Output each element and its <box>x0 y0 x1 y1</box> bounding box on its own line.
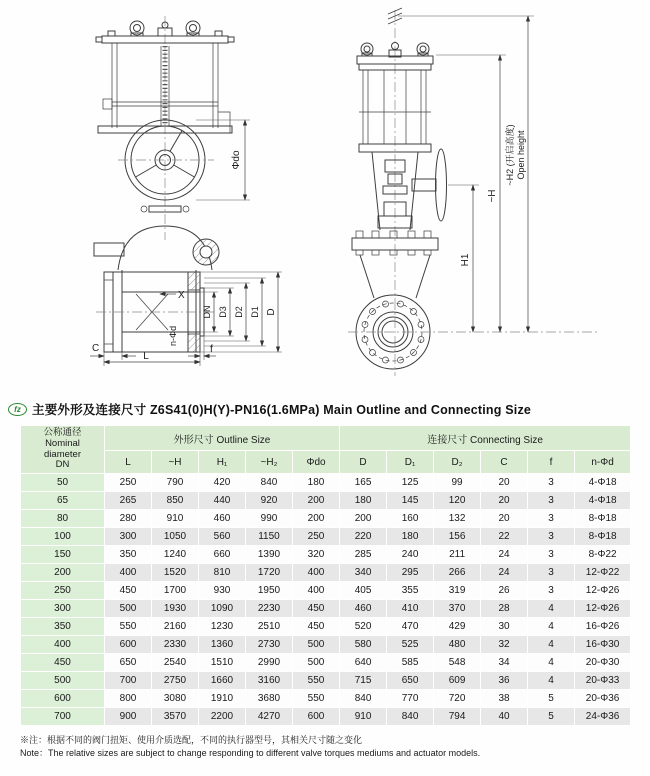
value-cell: 910 <box>340 708 387 726</box>
dn-cell: 100 <box>21 528 105 546</box>
value-cell: 1240 <box>152 546 199 564</box>
col-header-D2: D₂ <box>434 451 481 474</box>
value-cell: 3570 <box>152 708 199 726</box>
value-cell: 400 <box>293 582 340 600</box>
value-cell: 240 <box>387 546 434 564</box>
value-cell: 3080 <box>152 690 199 708</box>
value-cell: 1720 <box>246 564 293 582</box>
value-cell: 2330 <box>152 636 199 654</box>
value-cell: 585 <box>387 654 434 672</box>
col-header-D1: D₁ <box>387 451 434 474</box>
value-cell: 1390 <box>246 546 293 564</box>
table-row <box>21 564 631 582</box>
value-cell: 3160 <box>246 672 293 690</box>
value-cell: 794 <box>434 708 481 726</box>
value-cell: 1360 <box>199 636 246 654</box>
value-cell: 250 <box>105 474 152 492</box>
value-cell: 340 <box>340 564 387 582</box>
value-cell: 8-Φ18 <box>575 528 631 546</box>
col-header-Phido: Φdo <box>293 451 340 474</box>
table-row <box>21 510 631 528</box>
dim-label-d: D <box>266 308 277 316</box>
header-nominal-dn: DN <box>55 459 70 471</box>
table-row <box>21 582 631 600</box>
note-zh: ※注：根据不同的阀门扭矩、使用介质选配，不同的执行器型号，其相关尺寸随之变化 <box>20 735 363 745</box>
value-cell: 700 <box>105 672 152 690</box>
front-view-drawing <box>90 16 282 366</box>
value-cell: 3 <box>528 528 575 546</box>
value-cell: 1930 <box>152 600 199 618</box>
value-cell: 520 <box>340 618 387 636</box>
value-cell: 440 <box>199 492 246 510</box>
col-header-nPhid: n-Φd <box>575 451 631 474</box>
dn-cell: 500 <box>21 672 105 690</box>
value-cell: 420 <box>199 474 246 492</box>
value-cell: 3680 <box>246 690 293 708</box>
value-cell: 125 <box>387 474 434 492</box>
value-cell: 34 <box>481 654 528 672</box>
value-cell: 200 <box>293 510 340 528</box>
table-row <box>21 492 631 510</box>
table-row <box>21 690 631 708</box>
value-cell: 20 <box>481 510 528 528</box>
value-cell: 2160 <box>152 618 199 636</box>
value-cell: 8-Φ22 <box>575 546 631 564</box>
value-cell: 24-Φ36 <box>575 708 631 726</box>
value-cell: 1660 <box>199 672 246 690</box>
value-cell: 16-Φ30 <box>575 636 631 654</box>
value-cell: 500 <box>293 654 340 672</box>
value-cell: 3 <box>528 546 575 564</box>
value-cell: 840 <box>246 474 293 492</box>
value-cell: 400 <box>293 564 340 582</box>
value-cell: 480 <box>434 636 481 654</box>
col-header-D: D <box>340 451 387 474</box>
dn-cell: 700 <box>21 708 105 726</box>
dim-label-c: C <box>92 343 100 354</box>
value-cell: 2990 <box>246 654 293 672</box>
dim-label-n-phi-d: n-Φd <box>168 325 178 346</box>
value-cell: 24 <box>481 564 528 582</box>
value-cell: 500 <box>105 600 152 618</box>
value-cell: 266 <box>434 564 481 582</box>
value-cell: 265 <box>105 492 152 510</box>
value-cell: 405 <box>340 582 387 600</box>
value-cell: 320 <box>293 546 340 564</box>
value-cell: 4 <box>528 636 575 654</box>
dim-label-h2-en: Open height <box>516 130 526 180</box>
dim-label-phi-do: Φdo <box>231 150 242 170</box>
dn-cell: 150 <box>21 546 105 564</box>
value-cell: 429 <box>434 618 481 636</box>
dim-label-dn: DN <box>202 305 212 319</box>
value-cell: 609 <box>434 672 481 690</box>
dim-label-h: ~H <box>487 189 498 203</box>
value-cell: 145 <box>387 492 434 510</box>
value-cell: 450 <box>293 618 340 636</box>
dn-cell: 50 <box>21 474 105 492</box>
value-cell: 550 <box>105 618 152 636</box>
dn-cell: 250 <box>21 582 105 600</box>
value-cell: 20-Φ33 <box>575 672 631 690</box>
value-cell: 3 <box>528 510 575 528</box>
value-cell: 650 <box>105 654 152 672</box>
value-cell: 410 <box>387 600 434 618</box>
value-cell: 160 <box>387 510 434 528</box>
value-cell: 285 <box>340 546 387 564</box>
dn-cell: 600 <box>21 690 105 708</box>
value-cell: 5 <box>528 708 575 726</box>
value-cell: 180 <box>387 528 434 546</box>
value-cell: 910 <box>152 510 199 528</box>
value-cell: 280 <box>105 510 152 528</box>
spec-table-body <box>21 474 631 726</box>
value-cell: 38 <box>481 690 528 708</box>
header-nominal-en1: Nominal <box>45 437 80 449</box>
value-cell: 5 <box>528 690 575 708</box>
value-cell: 930 <box>199 582 246 600</box>
value-cell: 715 <box>340 672 387 690</box>
dim-label-f: f <box>210 344 213 355</box>
dim-label-h1: H1 <box>460 253 471 267</box>
section-title-row <box>8 400 650 418</box>
side-view-drawing <box>348 8 600 376</box>
value-cell: 3 <box>528 564 575 582</box>
dn-cell: 400 <box>21 636 105 654</box>
value-cell: 1050 <box>152 528 199 546</box>
dim-label-h2: ~H2 (开启高度) <box>505 124 515 186</box>
value-cell: 12-Φ26 <box>575 600 631 618</box>
value-cell: 165 <box>340 474 387 492</box>
value-cell: 180 <box>293 474 340 492</box>
value-cell: 20-Φ30 <box>575 654 631 672</box>
header-nominal-diameter <box>21 426 105 474</box>
header-nominal-en2: diameter <box>44 448 81 460</box>
dimension-table <box>20 425 631 726</box>
value-cell: 560 <box>199 528 246 546</box>
value-cell: 720 <box>434 690 481 708</box>
dn-cell: 350 <box>21 618 105 636</box>
value-cell: 8-Φ18 <box>575 510 631 528</box>
table-row <box>21 600 631 618</box>
value-cell: 3 <box>528 492 575 510</box>
value-cell: 1700 <box>152 582 199 600</box>
table-row <box>21 528 631 546</box>
value-cell: 840 <box>387 708 434 726</box>
value-cell: 1950 <box>246 582 293 600</box>
value-cell: 640 <box>340 654 387 672</box>
value-cell: 460 <box>199 510 246 528</box>
value-cell: 22 <box>481 528 528 546</box>
value-cell: 200 <box>293 492 340 510</box>
value-cell: 355 <box>387 582 434 600</box>
dim-label-d2: D2 <box>234 306 244 318</box>
value-cell: 4 <box>528 600 575 618</box>
value-cell: 550 <box>293 672 340 690</box>
handwheel-front <box>118 120 214 200</box>
value-cell: 2750 <box>152 672 199 690</box>
value-cell: 840 <box>340 690 387 708</box>
value-cell: 548 <box>434 654 481 672</box>
value-cell: 920 <box>246 492 293 510</box>
value-cell: 12-Φ26 <box>575 582 631 600</box>
value-cell: 16-Φ26 <box>575 618 631 636</box>
value-cell: 1090 <box>199 600 246 618</box>
col-header-f: f <box>528 451 575 474</box>
value-cell: 2230 <box>246 600 293 618</box>
value-cell: 790 <box>152 474 199 492</box>
value-cell: 1150 <box>246 528 293 546</box>
value-cell: 2200 <box>199 708 246 726</box>
value-cell: 250 <box>293 528 340 546</box>
value-cell: 660 <box>199 546 246 564</box>
value-cell: 12-Φ22 <box>575 564 631 582</box>
table-row <box>21 474 631 492</box>
header-outline-size: 外形尺寸 Outline Size <box>105 426 340 451</box>
value-cell: 2730 <box>246 636 293 654</box>
value-cell: 28 <box>481 600 528 618</box>
value-cell: 600 <box>105 636 152 654</box>
value-cell: 450 <box>105 582 152 600</box>
dim-label-d1: D1 <box>250 306 260 318</box>
value-cell: 99 <box>434 474 481 492</box>
value-cell: 3 <box>528 582 575 600</box>
col-header-H: ~H <box>152 451 199 474</box>
dn-cell: 300 <box>21 600 105 618</box>
value-cell: 20 <box>481 474 528 492</box>
table-row <box>21 672 631 690</box>
table-row <box>21 708 631 726</box>
value-cell: 4 <box>528 618 575 636</box>
value-cell: 30 <box>481 618 528 636</box>
dim-label-d3: D3 <box>218 306 228 318</box>
value-cell: 900 <box>105 708 152 726</box>
value-cell: 26 <box>481 582 528 600</box>
value-cell: 211 <box>434 546 481 564</box>
value-cell: 350 <box>105 546 152 564</box>
value-cell: 40 <box>481 708 528 726</box>
value-cell: 370 <box>434 600 481 618</box>
value-cell: 120 <box>434 492 481 510</box>
value-cell: 500 <box>293 636 340 654</box>
value-cell: 1910 <box>199 690 246 708</box>
value-cell: 4-Φ18 <box>575 492 631 510</box>
col-header-H1: H₁ <box>199 451 246 474</box>
value-cell: 810 <box>199 564 246 582</box>
value-cell: 4 <box>528 654 575 672</box>
value-cell: 650 <box>387 672 434 690</box>
value-cell: 400 <box>105 564 152 582</box>
col-header-H2: ~H₂ <box>246 451 293 474</box>
value-cell: 1230 <box>199 618 246 636</box>
dn-cell: 450 <box>21 654 105 672</box>
value-cell: 770 <box>387 690 434 708</box>
value-cell: 4270 <box>246 708 293 726</box>
value-cell: 36 <box>481 672 528 690</box>
value-cell: 132 <box>434 510 481 528</box>
table-row <box>21 636 631 654</box>
value-cell: 220 <box>340 528 387 546</box>
value-cell: 580 <box>340 636 387 654</box>
value-cell: 4-Φ18 <box>575 474 631 492</box>
notes-block <box>20 734 650 760</box>
col-header-L: L <box>105 451 152 474</box>
brand-logo-icon: fz <box>8 403 27 416</box>
value-cell: 800 <box>105 690 152 708</box>
value-cell: 450 <box>293 600 340 618</box>
dn-cell: 65 <box>21 492 105 510</box>
value-cell: 550 <box>293 690 340 708</box>
value-cell: 2540 <box>152 654 199 672</box>
value-cell: 156 <box>434 528 481 546</box>
value-cell: 850 <box>152 492 199 510</box>
value-cell: 32 <box>481 636 528 654</box>
value-cell: 990 <box>246 510 293 528</box>
header-connecting-size: 连接尺寸 Connecting Size <box>340 426 631 451</box>
value-cell: 1520 <box>152 564 199 582</box>
value-cell: 20-Φ36 <box>575 690 631 708</box>
table-row <box>21 546 631 564</box>
dn-cell: 80 <box>21 510 105 528</box>
table-row <box>21 618 631 636</box>
table-row <box>21 654 631 672</box>
value-cell: 180 <box>340 492 387 510</box>
note-en: Note：The relative sizes are subject to change responding to different valve torques mediums and actuator models. <box>20 748 481 759</box>
value-cell: 3 <box>528 474 575 492</box>
dn-cell: 200 <box>21 564 105 582</box>
value-cell: 295 <box>387 564 434 582</box>
value-cell: 20 <box>481 492 528 510</box>
value-cell: 470 <box>387 618 434 636</box>
value-cell: 300 <box>105 528 152 546</box>
value-cell: 1510 <box>199 654 246 672</box>
header-nominal-zh: 公称通径 <box>43 426 82 438</box>
value-cell: 460 <box>340 600 387 618</box>
value-cell: 4 <box>528 672 575 690</box>
col-header-C: C <box>481 451 528 474</box>
value-cell: 2510 <box>246 618 293 636</box>
value-cell: 600 <box>293 708 340 726</box>
dim-label-l: L <box>143 351 149 362</box>
value-cell: 200 <box>340 510 387 528</box>
value-cell: 525 <box>387 636 434 654</box>
section-title: 主要外形及连接尺寸 Z6S41(0)H(Y)-PN16(1.6MPa) Main Outline and Connecting Size <box>32 403 532 417</box>
value-cell: 24 <box>481 546 528 564</box>
value-cell: 319 <box>434 582 481 600</box>
dim-label-x: X <box>178 290 185 301</box>
